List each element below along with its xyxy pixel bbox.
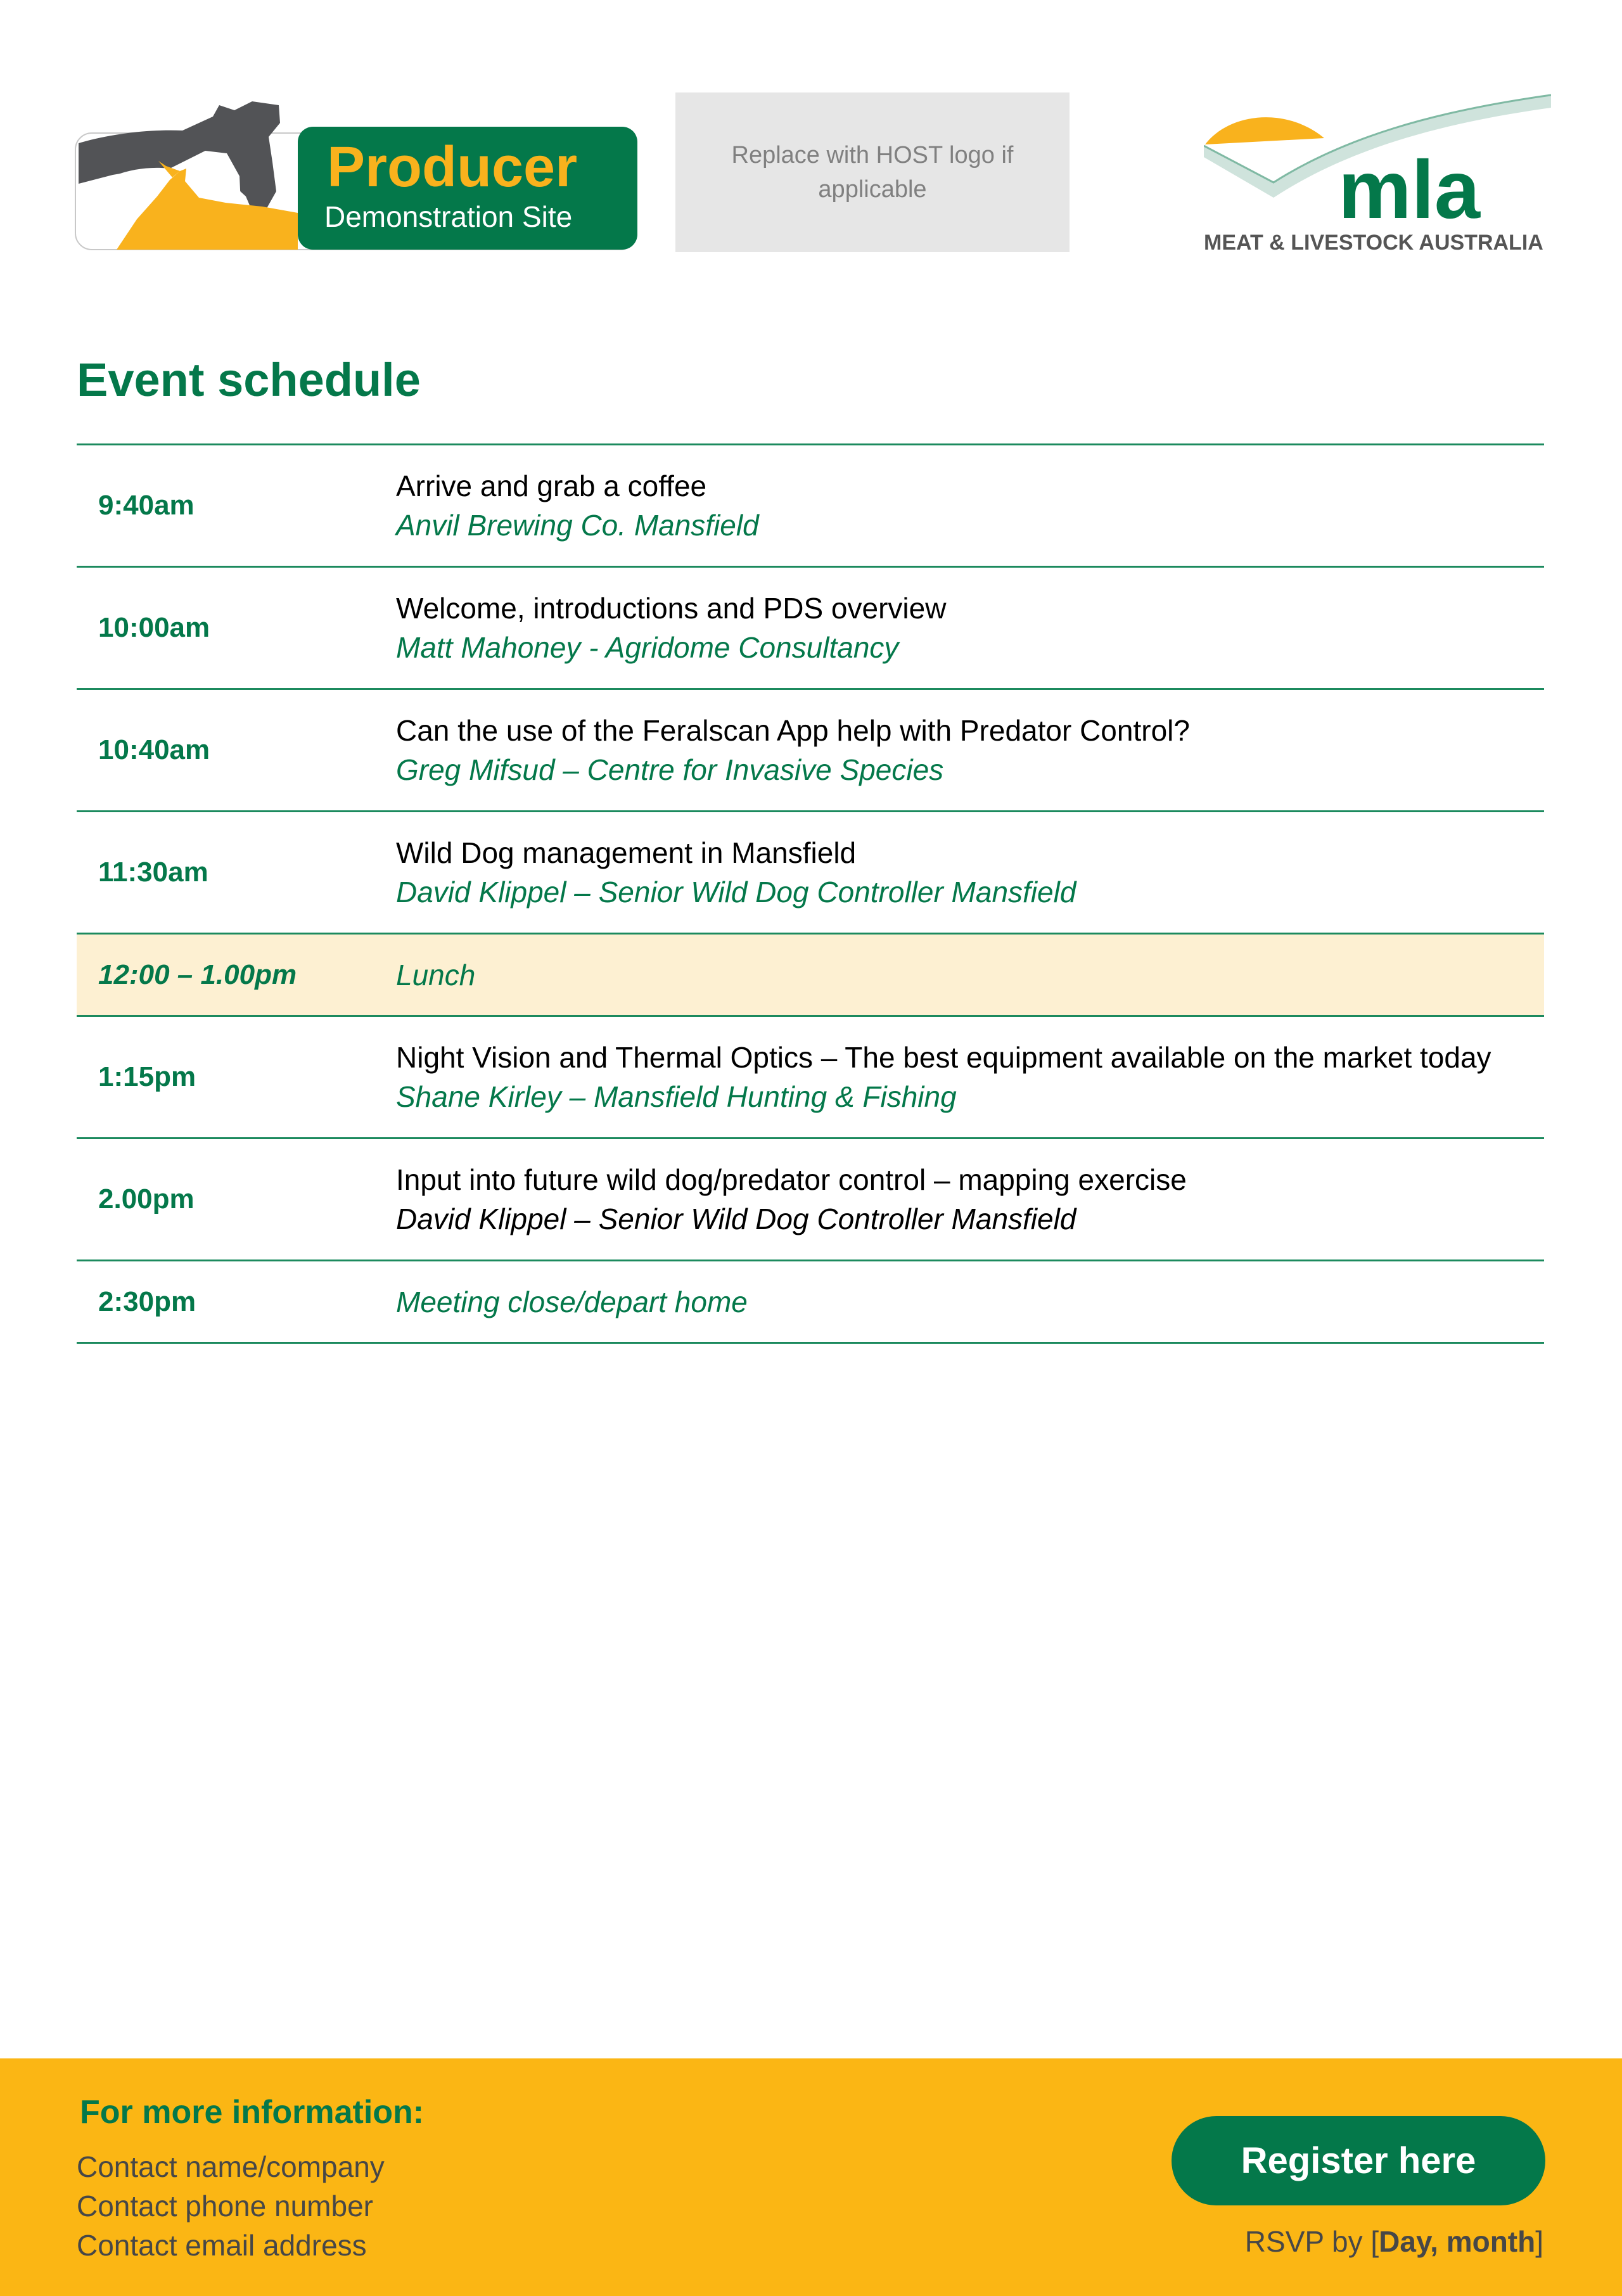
mla-logo-tagline: MEAT & LIVESTOCK AUSTRALIA [1204,231,1543,255]
mla-logo [1204,94,1551,255]
register-button[interactable]: Register here [1172,2116,1545,2205]
schedule-time: 10:40am [98,734,210,765]
schedule-description [396,955,475,995]
schedule-time: 11:30am [98,857,208,888]
page-title: Event schedule [77,354,421,406]
schedule-time: 9:40am [98,490,195,521]
schedule-time: 1:15pm [98,1061,196,1092]
schedule-item-detail: David Klippel – Senior Wild Dog Controller Mansfield [396,876,1076,909]
schedule-row [77,1139,1544,1261]
schedule-row [77,445,1544,568]
schedule-row [77,1017,1544,1139]
schedule-description [396,466,759,545]
schedule-item-title: Wild Dog management in Mansfield [396,836,857,869]
schedule-item-detail: Shane Kirley – Mansfield Hunting & Fishing [396,1080,957,1113]
schedule-description [396,1160,1187,1239]
schedule-item-title: Arrive and grab a coffee [396,469,707,502]
schedule-description [396,589,946,667]
schedule-item-detail: Anvil Brewing Co. Mansfield [396,509,759,542]
rsvp-text [1245,2224,1543,2259]
host-logo-placeholder-text: Replace with HOST logo if applicable [731,142,1014,203]
rsvp-prefix: RSVP by [ [1244,2225,1379,2258]
schedule-description [396,833,1076,912]
more-info-heading: For more information: [80,2094,425,2131]
contact-name: Contact name/company [77,2150,385,2183]
rsvp-date: Day, month [1379,2225,1536,2258]
schedule-item-title: Welcome, introductions and PDS overview [396,592,947,625]
pds-logo-producer: Producer [327,136,578,199]
schedule-row [77,812,1544,934]
schedule-item-detail: Matt Mahoney - Agridome Consultancy [396,631,899,664]
schedule-description [396,1282,748,1322]
schedule-description [396,711,1190,789]
schedule-item-detail: Meeting close/depart home [396,1285,748,1318]
schedule-row [77,568,1544,690]
schedule-item-title: Can the use of the Feralscan App help with Predator Control? [396,714,1190,747]
schedule-item-title: Input into future wild dog/predator control – mapping exercise [396,1163,1187,1196]
schedule-time: 2:30pm [98,1285,196,1317]
schedule-row-lunch [77,934,1544,1017]
schedule-description [396,1038,1491,1116]
contact-phone: Contact phone number [77,2190,373,2223]
schedule-row [77,1261,1544,1344]
contact-email: Contact email address [77,2229,367,2262]
mla-logo-letters: mla [1338,143,1481,236]
producer-demonstration-site-logo [75,101,639,251]
footer-info-bar [0,2058,1622,2296]
schedule-item-detail: Greg Mifsud – Centre for Invasive Species [396,753,944,786]
pds-logo-subtitle: Demonstration Site [324,200,573,233]
rsvp-suffix: ] [1535,2225,1543,2258]
schedule-time: 12:00 – 1.00pm [98,959,297,990]
schedule-item-title: Night Vision and Thermal Optics – The best equipment available on the market today [396,1041,1491,1074]
schedule-time: 10:00am [98,612,210,643]
schedule-time: 2.00pm [98,1183,195,1215]
schedule-item-detail: Lunch [396,958,476,992]
schedule-item-detail: David Klippel – Senior Wild Dog Controller Mansfield [396,1202,1076,1235]
host-logo-placeholder [675,92,1070,252]
schedule-row [77,690,1544,812]
event-schedule-table [77,443,1544,1344]
